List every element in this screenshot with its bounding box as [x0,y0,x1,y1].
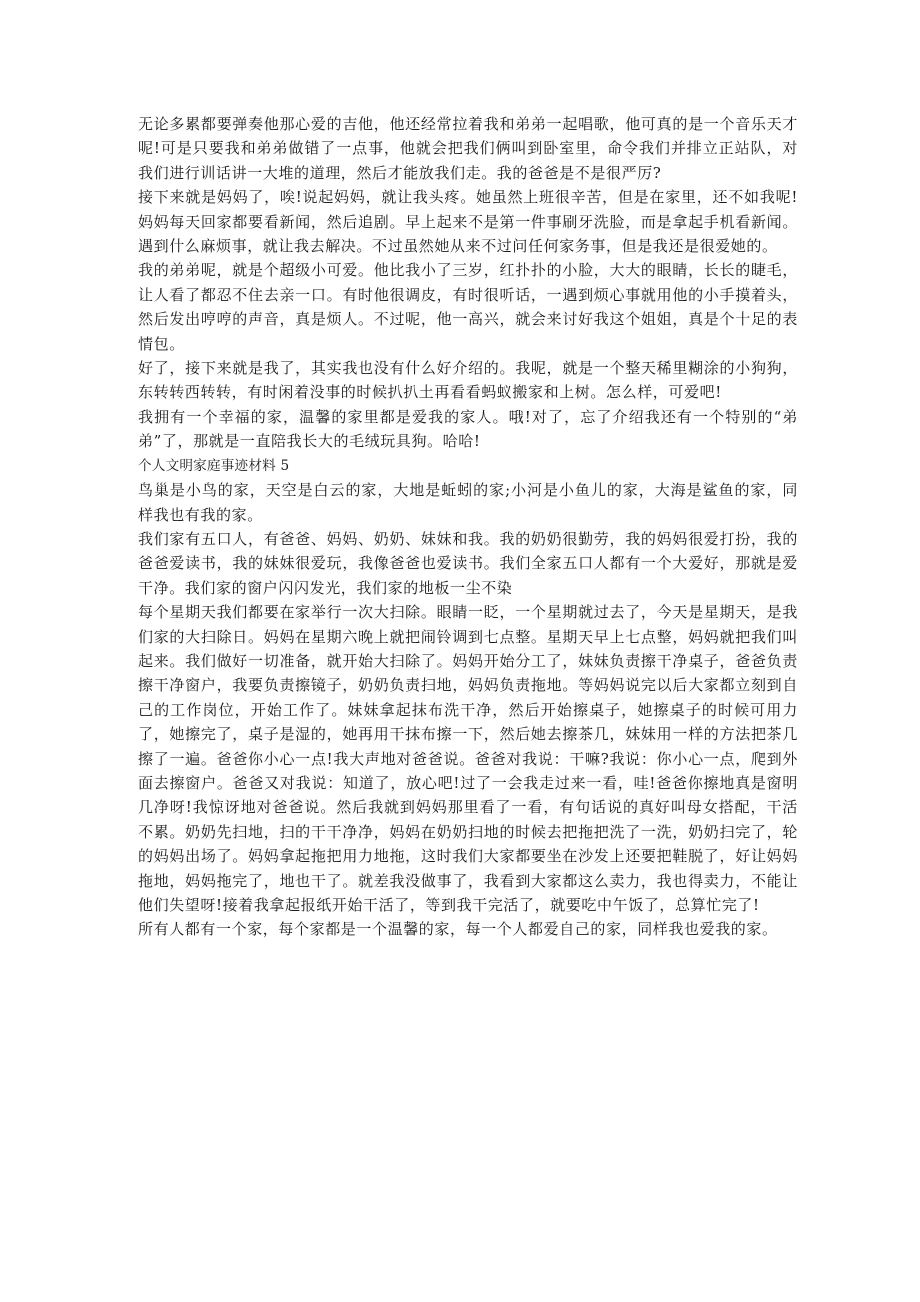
paragraph-family-members: 我们家有五口人，有爸爸、妈妈、奶奶、妹妹和我。我的奶奶很勤劳，我的妈妈很爱打扮，我的爸爸爱读书，我的妹妹很爱玩，我像爸爸也爱读书。我们全家五口人都有一个大爱好，那就是爱干净。我们家的窗户闪闪发光，我们家的地板一尘不染 [138,529,798,597]
paragraph-self: 好了，接下来就是我了，其实我也没有什么好介绍的。我呢，就是一个整天稀里糊涂的小狗狗，东转转西转转，有时闲着没事的时候扒扒土再看看蚂蚁搬家和上树。怎么样，可爱吧! [138,359,798,402]
paragraph-brother: 我的弟弟呢，就是个超级小可爱。他比我小了三岁，红扑扑的小脸，大大的眼睛，长长的睫毛，让人看了都忍不住去亲一口。有时他很调皮，有时很听话，一遇到烦心事就用他的小手摸着头，然后发出哼哼的声音，真是烦人。不过呢，他一高兴，就会来讨好我这个姐姐，真是个十足的表情包。 [138,261,798,353]
paragraph-mother: 接下来就是妈妈了，唉!说起妈妈，就让我头疼。她虽然上班很辛苦，但是在家里，还不如我呢!妈妈每天回家都要看新闻，然后追剧。早上起来不是第一件事刷牙洗脸，而是拿起手机看新闻。遇到什么麻烦事，就让我去解决。不过虽然她从来不过问任何家务事，但是我还是很爱她的。 [138,188,798,256]
paragraph-conclusion: 所有人都有一个家，每个家都是一个温馨的家，每一个人都爱自己的家，同样我也爱我的家。 [138,920,778,939]
paragraph-homes: 鸟巢是小鸟的家，天空是白云的家，大地是蚯蚓的家;小河是小鱼儿的家，大海是鲨鱼的家，同样我也有我的家。 [138,481,798,524]
document-page [138,112,798,942]
paragraph-cleaning-day: 每个星期天我们都要在家举行一次大扫除。眼睛一眨，一个星期就过去了，今天是星期天，是我们家的大扫除日。妈妈在星期六晚上就把闹铃调到七点整。星期天早上七点整，妈妈就把我们叫起来。我们做好一切准备，就开始大扫除了。妈妈开始分工了，妹妹负责擦干净桌子，爸爸负责擦干净窗户，我要负责擦镜子，奶奶负责扫地，妈妈负责拖地。等妈妈说完以后大家都立刻到自己的工作岗位，开始工作了。妹妹拿起抹布洗干净，然后开始擦桌子，她擦桌子的时候可用力了，她擦完了，桌子是湿的，她再用干抹布擦一下，然后她去擦茶几，妹妹用一样的方法把茶几擦了一遍。爸爸你小心一点!我大声地对爸爸说。爸爸对我说：干嘛?我说：你小心一点，爬到外面去擦窗户。爸爸又对我说：知道了，放心吧!过了一会我走过来一看，哇!爸爸你擦地真是窗明几净呀!我惊讶地对爸爸说。然后我就到妈妈那里看了一看，有句话说的真好叫母女搭配，干活不累。奶奶先扫地，扫的干干净净，妈妈在奶奶扫地的时候去把拖把洗了一洗，奶奶扫完了，轮的妈妈出场了。妈妈拿起拖把用力地拖，这时我们大家都要坐在沙发上还要把鞋脱了，好让妈妈拖地，妈妈拖完了，地也干了。就差我没做事了，我看到大家都这么卖力，我也得卖力，不能让他们失望呀!接着我拿起报纸开始干活了，等到我干完活了，就要吃中午饭了，总算忙完了! [138,603,798,914]
section-heading: 个人文明家庭事迹材料 5 [138,457,290,474]
paragraph-happy-family: 我拥有一个幸福的家，温馨的家里都是爱我的家人。哦!对了，忘了介绍我还有一个特别的“弟弟”了，那就是一直陪我长大的毛绒玩具狗。哈哈! [138,407,798,451]
paragraph-father: 无论多累都要弹奏他那心爱的吉他，他还经常拉着我和弟弟一起唱歌，他可真的是一个音乐天才呢!可是只要我和弟弟做错了一点事，他就会把我们俩叫到卧室里，命令我们并排立正站队，对我们进行训话讲一大堆的道理，然后才能放我们走。我的爸爸是不是很严厉? [138,115,798,182]
